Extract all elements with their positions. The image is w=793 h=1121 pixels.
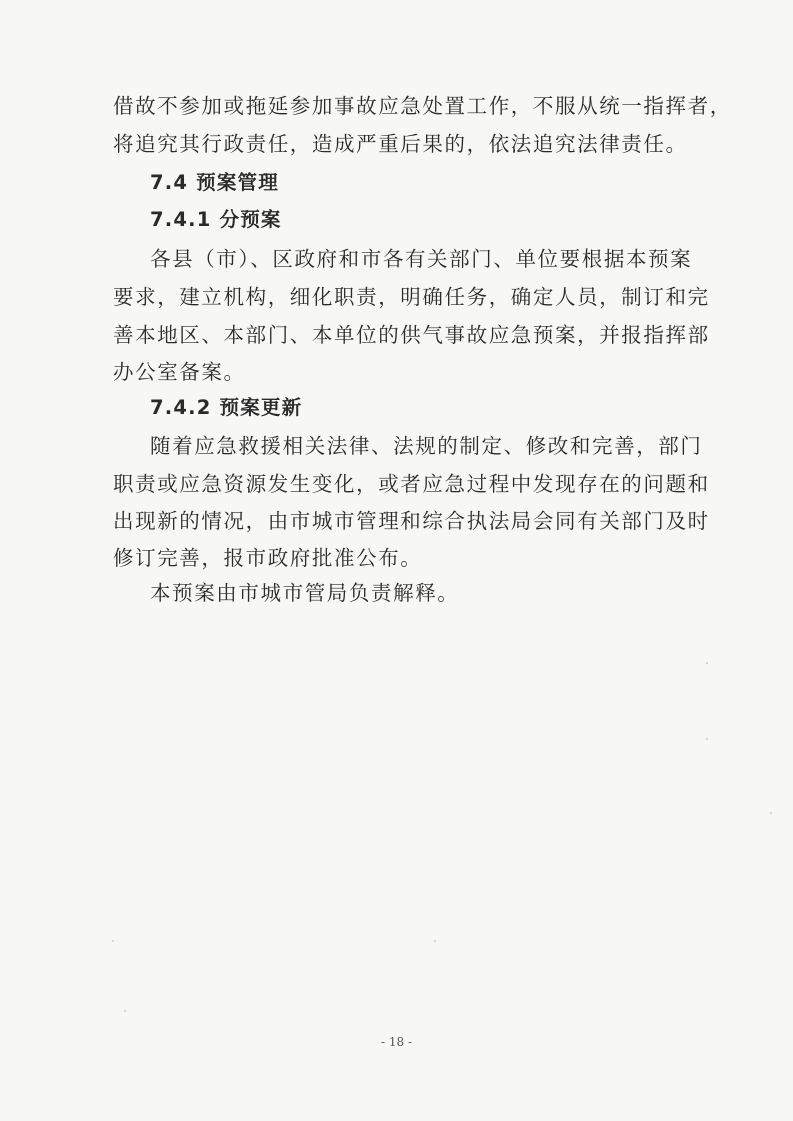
- section-heading-7-4-2: 7.4.2 预案更新: [150, 396, 303, 419]
- body-text-line: 办公室备案。: [113, 360, 246, 384]
- body-text-line: 随着应急救援相关法律、法规的制定、修改和完善，部门: [150, 434, 703, 458]
- scan-speck: [770, 812, 772, 814]
- body-text-line: 各县（市）、区政府和市各有关部门、单位要根据本预案: [150, 247, 693, 271]
- body-text-line: 要求，建立机构，细化职责，明确任务，确定人员，制订和完: [113, 285, 710, 309]
- body-text-line: 借故不参加或拖延参加事故应急处置工作，不服从统一指挥者，: [113, 94, 732, 118]
- body-text-line: 修订完善，报市政府批准公布。: [113, 546, 423, 570]
- scan-speck: [706, 662, 708, 664]
- body-text-line: 将追究其行政责任，造成严重后果的，依法追究法律责任。: [113, 132, 688, 156]
- scan-speck: [434, 940, 436, 942]
- scan-speck: [112, 940, 114, 942]
- section-heading-7-4: 7.4 预案管理: [150, 171, 279, 194]
- scan-speck: [124, 1010, 126, 1012]
- page-number: - 18 -: [380, 1035, 412, 1049]
- scan-speck: [706, 738, 708, 740]
- body-text-line: 善本地区、本部门、本单位的供气事故应急预案，并报指挥部: [113, 323, 710, 347]
- body-text-line: 出现新的情况，由市城市管理和综合执法局会同有关部门及时: [113, 509, 710, 533]
- section-heading-7-4-1: 7.4.1 分预案: [150, 208, 282, 231]
- closing-statement: 本预案由市城市管局负责解释。: [150, 581, 460, 605]
- body-text-line: 职责或应急资源发生变化，或者应急过程中发现存在的问题和: [113, 472, 710, 496]
